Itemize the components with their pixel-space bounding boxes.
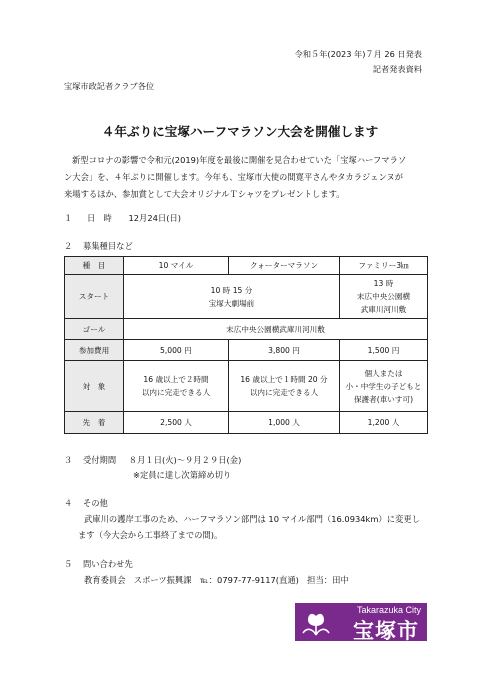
- target-family-line-1: 個人または: [364, 368, 403, 378]
- fee-quarter: 3,800 円: [229, 340, 340, 361]
- section-4: [64, 497, 108, 509]
- family-start-place-2: 武庫川河川敷: [360, 305, 407, 314]
- section-5-label: 問い合わせ先: [82, 559, 133, 569]
- target-family: [340, 361, 428, 412]
- start-place: 宝塚大劇場前: [208, 298, 255, 308]
- section-1: [64, 212, 181, 224]
- target-10mile-line-2: 以内に完走できる人: [141, 388, 211, 397]
- table-header-row: [65, 257, 428, 275]
- start-time: 10 時 15 分: [210, 285, 253, 295]
- capacity-quarter: 1,000 人: [229, 412, 340, 434]
- section-3-label: 受付期間: [82, 455, 117, 465]
- section-1-number: １: [64, 213, 73, 223]
- table-row-target: [65, 361, 428, 412]
- contact-info: 教育委員会 スポーツ振興課 ℡：0797-77-9117(直通) 担当：田中: [84, 575, 349, 585]
- target-family-line-3: 保護者(車いす可): [353, 394, 414, 404]
- section-2-label: 募集種目など: [82, 241, 133, 251]
- section-1-label: 日 時: [86, 213, 112, 223]
- fee-10mile: 5,000 円: [124, 340, 229, 361]
- fee-label: 参加費用: [65, 340, 124, 361]
- release-date: 令和５年(2023 年)７月 26 日発表: [294, 49, 422, 59]
- target-label: 対 象: [65, 361, 124, 412]
- header-category: 種 目: [65, 257, 124, 275]
- table-row-fee: [65, 340, 428, 361]
- table-row-start: [65, 275, 428, 319]
- section-2-number: ２: [64, 241, 73, 251]
- application-note: ※定員に達し次第締め切り: [133, 470, 232, 480]
- section-4-label: その他: [82, 498, 108, 508]
- section-2: [64, 240, 133, 252]
- event-date: 12月24日(日): [128, 213, 181, 223]
- city-logo: [295, 603, 427, 641]
- intro-line-3: 来場するほか、参加賞として大会オリジナルＴシャツをプレゼントします。: [64, 189, 345, 199]
- header-family: ファミリー3㎞: [340, 257, 428, 275]
- start-family: [340, 275, 428, 319]
- table-row-capacity: [65, 412, 428, 434]
- tulip-icon: [299, 611, 333, 639]
- goal-label: ゴール: [65, 319, 124, 340]
- section-5: [64, 558, 133, 570]
- section-3: [64, 454, 241, 466]
- header-10mile: 10 マイル: [124, 257, 229, 275]
- target-10mile-line-1: 16 歳以上で２時間: [143, 375, 209, 384]
- intro-line-2: ン大会」を、４年ぶりに開催します。今年も、宝塚市大使の間寛平さんやタカラジェンヌが: [64, 172, 404, 182]
- target-quarter-line-2: 以内に完走できる人: [249, 388, 319, 397]
- header-quarter: クォーターマラソン: [229, 257, 340, 275]
- release-type: 記者発表資料: [372, 64, 422, 74]
- logo-city-name: 宝塚市: [353, 619, 419, 643]
- section-4-number: ４: [64, 498, 73, 508]
- capacity-label: 先 着: [65, 412, 124, 434]
- goal-value: 末広中央公園横武庫川河川敷: [124, 319, 428, 340]
- target-quarter: [229, 361, 340, 412]
- section-3-number: ３: [64, 455, 73, 465]
- table-row-goal: [65, 319, 428, 340]
- capacity-family: 1,200 人: [340, 412, 428, 434]
- capacity-10mile: 2,500 人: [124, 412, 229, 434]
- page-title: ４年ぶりに宝塚ハーフマラソン大会を開催します: [101, 124, 379, 139]
- application-period: ８月１日(火)～９月２９日(金): [128, 455, 242, 465]
- fee-family: 1,500 円: [340, 340, 428, 361]
- recipient: 宝塚市政記者クラブ各位: [64, 81, 155, 91]
- family-start-time: 13 時: [373, 279, 394, 288]
- section-5-number: ５: [64, 559, 73, 569]
- other-line-1: 武庫川の護岸工事のため、ハーフマラソン部門は 10 マイル部門（16.0934km）に変更し: [84, 514, 420, 524]
- family-start-place-1: 末広中央公園横: [356, 292, 411, 301]
- intro-line-1: 新型コロナの影響で令和元(2019)年度を最後に開催を見合わせていた「宝塚ハーフマラソ: [72, 155, 407, 165]
- target-10mile: [124, 361, 229, 412]
- target-family-line-2: 小・中学生の子どもと: [345, 381, 422, 391]
- target-quarter-line-1: 16 歳以上で１時間 20 分: [240, 375, 328, 384]
- events-table: [64, 256, 428, 434]
- other-line-2: ます（今大会から工事終了までの間)。: [78, 530, 223, 540]
- start-shared: [124, 275, 340, 319]
- start-label: スタート: [65, 275, 124, 319]
- logo-english: Takarazuka City: [356, 605, 421, 615]
